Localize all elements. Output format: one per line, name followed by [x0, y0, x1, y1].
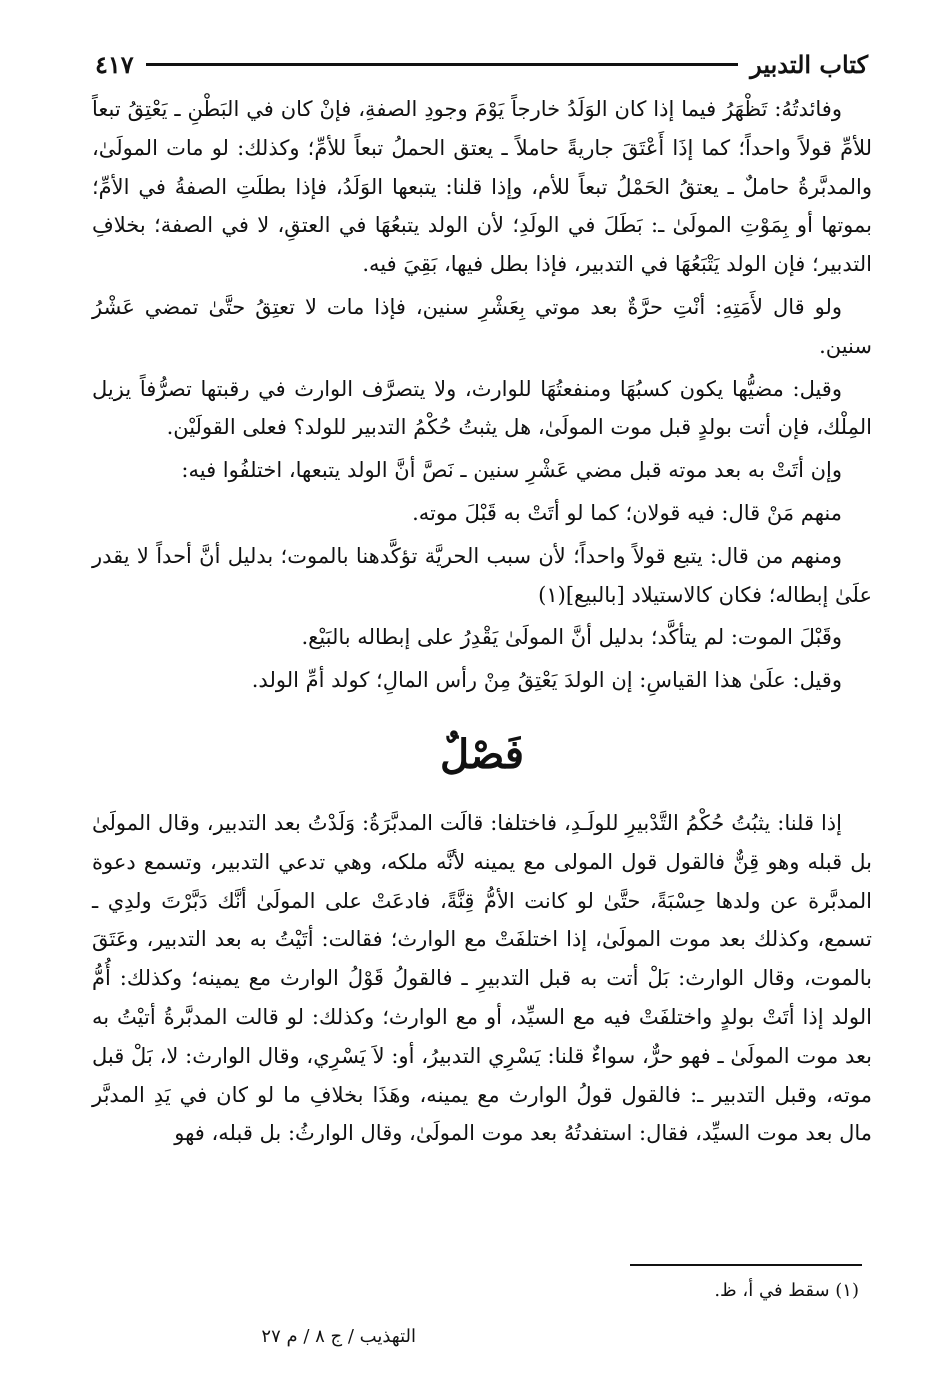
- section-heading: فَصْلٌ: [439, 730, 525, 778]
- chapter-title: كتاب التدبير: [750, 49, 868, 79]
- paragraph: وقيل: علَىٰ هذا القياسِ: إن الولدَ يَعْتِقُ مِنْ رأس المالِ؛ كولد أمِّ الولد.: [251, 668, 842, 693]
- paragraph: ومنهم من قال: يتبع قولاً واحداً؛ لأن سبب الحريَّة تؤكَّدهنا بالموت؛ بدليل أنَّ أحداً لا يقدر علَىٰ إبطاله؛ فكان كالاستيلاد [بالبيع](١): [92, 543, 872, 607]
- footnote: (١) سقط في أ، ظ.: [714, 1280, 859, 1301]
- paragraph: وقيل: مضيُّها يكون كسبُهَا ومنفعتُهَا للوارث، ولا يتصرَّف الوارث في رقبتها تصرُّفاً يزيل المِلْك، فإن أتت بولدٍ قبل موت المولَىٰ، هل يثبتُ حُكْمُ التدبير للولد؟ فعلى القولَيْن.: [92, 376, 872, 440]
- paragraph: وإن أتَتْ به بعد موته قبل مضي عَشْرِ سنين ـ نَصَّ أنَّ الولد يتبعها، اختلفُوا فيه:: [181, 458, 842, 483]
- paragraph: وقَبْلَ الموت: لم يتأكَّد؛ بدليل أنَّ المولَىٰ يَقْدِرُ على إبطاله بالبَيْع.: [301, 625, 842, 650]
- paragraph: منهم مَنْ قال: فيه قولان؛ كما لو أتَتْ به قَبْلَ موته.: [412, 500, 842, 525]
- footnote-rule: [630, 1264, 862, 1266]
- page-header: [95, 44, 868, 84]
- paragraph: وفائدتُهُ: تَظْهَرُ فيما إذا كان الوَلَدُ خارجاً يَوْمَ وجودِ الصفةِ، فإنْ كان في البَطْنِ ـ يَعْتِقُ تبعاً للأمِّ قولاً واحداً؛ كما إذَا أَعْتَقَ جاريةً حاملاً ـ يعتق الحملُ تبعاً للأمِّ؛ وكذلك: لو مات المولَىٰ، والمدبَّرةُ حاملٌ ـ يعتقُ الحَمْلُ تبعاً للأم، وإذا قلنا: يتبعها الوَلَدُ، فإذا بطلَتِ الصفةُ في الأمِّ؛ بموتها أو بِمَوْتِ المولَىٰ ـ: بَطَلَ في الولَدِ؛ لأن الولد يتبعُهَا في العتقِ، لا في الصفة؛ بخلافِ التدبير؛ فإن الولد يَتْبَعُهَا في التدبير، فإذا بطل فيها، بَقِيَ فيه.: [92, 97, 872, 277]
- header-rule: [146, 63, 738, 66]
- print-signature: التهذيب / ج ٨ / م ٢٧: [261, 1326, 416, 1347]
- page-number: ٤١٧: [95, 49, 134, 79]
- section-paragraph: إذا قلنا: يثبُتُ حُكْمُ التَّدْبيرِ للولَـدِ، فاختلفا: قالَت المدبَّرَةُ: وَلَدْتُ بعد التدبير، وقال المولَىٰ بل قبله وهو قِنٌّ فالقول قول المولى مع يمينه لأنَّه ملكه، وهي تدعي التدبير، وتسمع دعوة المدبَّرة عن ولدها حِسْبَةً، حتَّىٰ لو كانت الأمُّ قِنَّةً، فادعَتْ على المولَىٰ أنَّك دَبَّرْتَ ولدِي ـ تسمع، وكذلك بعد موت المولَىٰ، إذا اختلفَتْ مع الوارث؛ فقالت: أتَيْتُ به بعد التدبير، وعَتَقَ بالموت، وقال الوارث: بَلْ أتت به قبل التدبيرِ ـ فالقولُ قَوْلُ الوارث مع يمينه؛ وكذلك: أُمُّ الولد إذا أتَتْ بولدٍ واختلفَتْ فيه مع السيِّد، أو مع الوارث؛ وكذلك: لو قالت المدبَّرةُ أتيْتُ به بعد موت المولَىٰ ـ فهو حرٌّ، سواءٌ قلنا: يَسْرِي التدبيرُ، أو: لاَ يَسْرِي، وقال الوارث: لا، بَلْ قبل موته، وقبل التدبير ـ: فالقول قولُ الوارث مع يمينه، وهَذَا بخلافِ ما لو كان في يَدِ المدبَّر مال بعد موت السيِّد، فقال: استفدتُهُ بعد موت المولَىٰ، وقال الوارثُ: بل قبله، فهو: [92, 810, 872, 1146]
- paragraph: ولو قال لأَمَتِهِ: أنْتِ حرَّةٌ بعد موتي بِعَشْرِ سنين، فإذا مات لا تعتِقُ حتَّىٰ تمضي عَشْرُ سنين.: [92, 294, 872, 358]
- page-body: [92, 90, 872, 1157]
